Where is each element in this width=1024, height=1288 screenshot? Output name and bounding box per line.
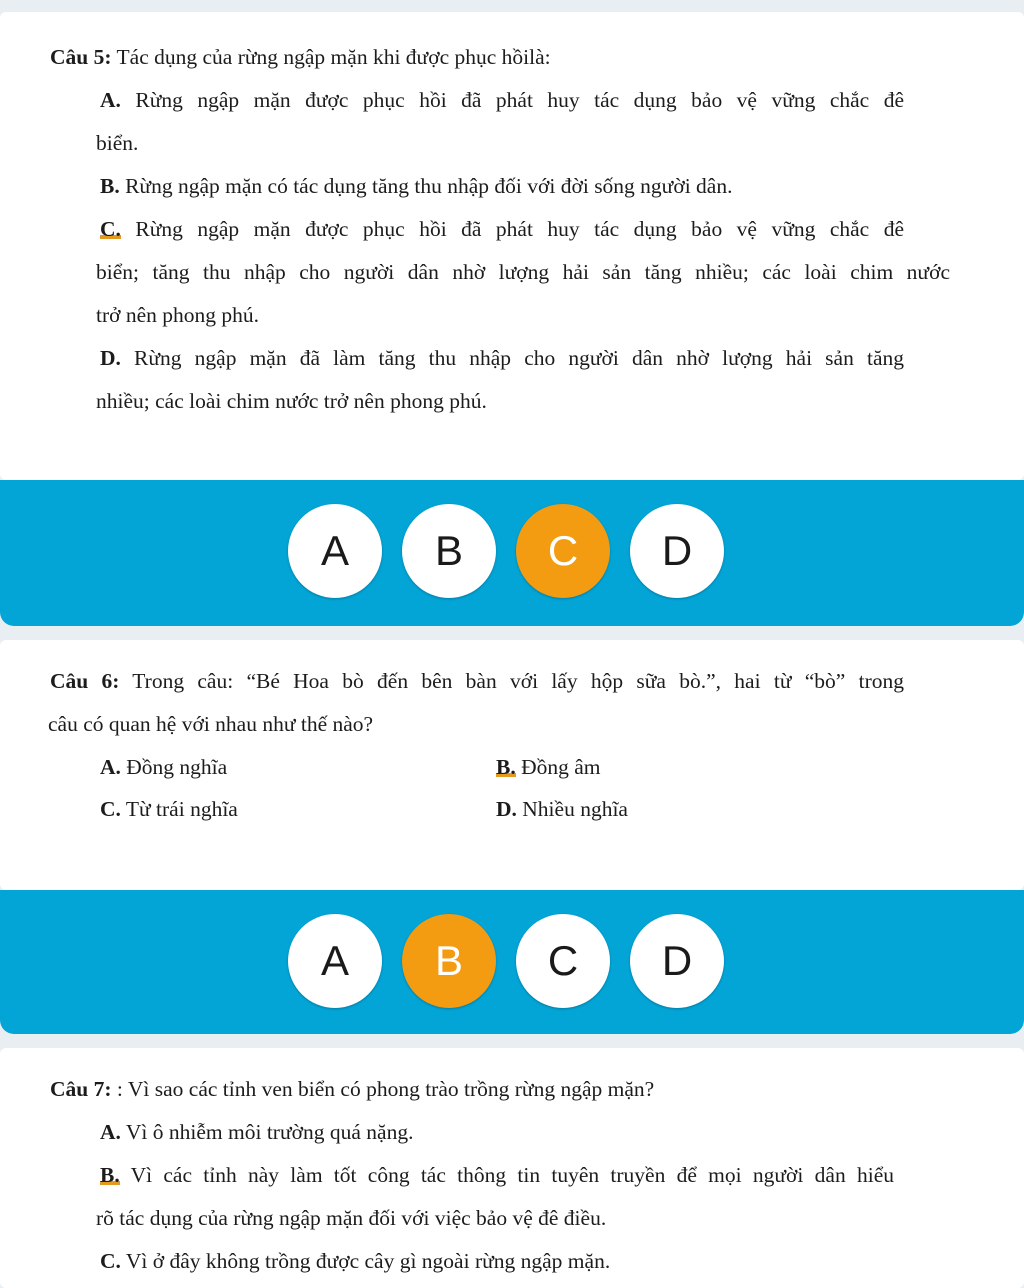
q5-answer-a-button[interactable]: A bbox=[288, 504, 382, 598]
q5-option-c-cont: biển; tăng thu nhập cho người dân nhờ lượng hải sản tăng nhiều; các loài chim nước bbox=[96, 260, 950, 284]
q5-answer-c-button[interactable]: C bbox=[516, 504, 610, 598]
q5-answer-band bbox=[0, 480, 1024, 626]
q5-option-d: D. Rừng ngập mặn đã làm tăng thu nhập cho người dân nhờ lượng hải sản tăng bbox=[100, 346, 904, 370]
question-7-number: Câu 7: bbox=[50, 1077, 112, 1101]
q7-correct-marker: B. bbox=[100, 1163, 120, 1187]
q6-answer-band bbox=[0, 890, 1024, 1034]
question-6-number: Câu 6: bbox=[50, 669, 120, 693]
q6-answer-a-button[interactable]: A bbox=[288, 914, 382, 1008]
question-6-card bbox=[0, 640, 1024, 890]
question-5-text: Câu 5: Tác dụng của rừng ngập mặn khi được phục hồilà: bbox=[50, 45, 551, 69]
q5-option-a: A. Rừng ngập mặn được phục hồi đã phát huy tác dụng bảo vệ vững chắc đê bbox=[100, 88, 904, 112]
q6-option-b: B. Đồng âm bbox=[496, 755, 601, 779]
question-7-card bbox=[0, 1048, 1024, 1288]
q6-correct-marker: B. bbox=[496, 755, 516, 779]
q5-answer-b-button[interactable]: B bbox=[402, 504, 496, 598]
q6-option-d: D. Nhiều nghĩa bbox=[496, 797, 628, 821]
q7-option-b-cont: rõ tác dụng của rừng ngập mặn đối với việc bảo vệ đê điều. bbox=[96, 1206, 607, 1230]
question-6-text: Câu 6: Trong câu: “Bé Hoa bò đến bên bàn với lấy hộp sữa bò.”, hai từ “bò” trong bbox=[50, 669, 904, 693]
q6-option-a: A. Đồng nghĩa bbox=[100, 755, 228, 779]
q7-option-c: C. Vì ở đây không trồng được cây gì ngoài rừng ngập mặn. bbox=[100, 1249, 611, 1273]
question-6-text-cont: câu có quan hệ với nhau như thế nào? bbox=[48, 712, 374, 736]
q6-option-c: C. Từ trái nghĩa bbox=[100, 797, 238, 821]
q5-correct-marker: C. bbox=[100, 217, 121, 241]
q7-option-b: B. Vì các tỉnh này làm tốt công tác thông tin tuyên truyền để mọi người dân hiểu bbox=[100, 1163, 894, 1187]
q5-option-a-cont: biển. bbox=[96, 131, 139, 155]
question-7-text: Câu 7: : Vì sao các tỉnh ven biển có phong trào trồng rừng ngập mặn? bbox=[50, 1077, 655, 1101]
q5-option-b: B. Rừng ngập mặn có tác dụng tăng thu nhập đối với đời sống người dân. bbox=[100, 174, 733, 198]
q5-answer-d-button[interactable]: D bbox=[630, 504, 724, 598]
q5-option-c: C. Rừng ngập mặn được phục hồi đã phát huy tác dụng bảo vệ vững chắc đê bbox=[100, 217, 904, 241]
q6-answer-d-button[interactable]: D bbox=[630, 914, 724, 1008]
q5-answer-choices bbox=[288, 504, 728, 600]
q5-option-d-cont: nhiều; các loài chim nước trở nên phong phú. bbox=[96, 389, 487, 413]
q6-answer-c-button[interactable]: C bbox=[516, 914, 610, 1008]
q6-answer-b-button[interactable]: B bbox=[402, 914, 496, 1008]
q5-option-c-cont2: trở nên phong phú. bbox=[96, 303, 260, 327]
question-5-number: Câu 5: bbox=[50, 45, 112, 69]
q7-option-a: A. Vì ô nhiễm môi trường quá nặng. bbox=[100, 1120, 414, 1144]
question-5-card bbox=[0, 12, 1024, 480]
q6-answer-choices bbox=[288, 914, 728, 1010]
